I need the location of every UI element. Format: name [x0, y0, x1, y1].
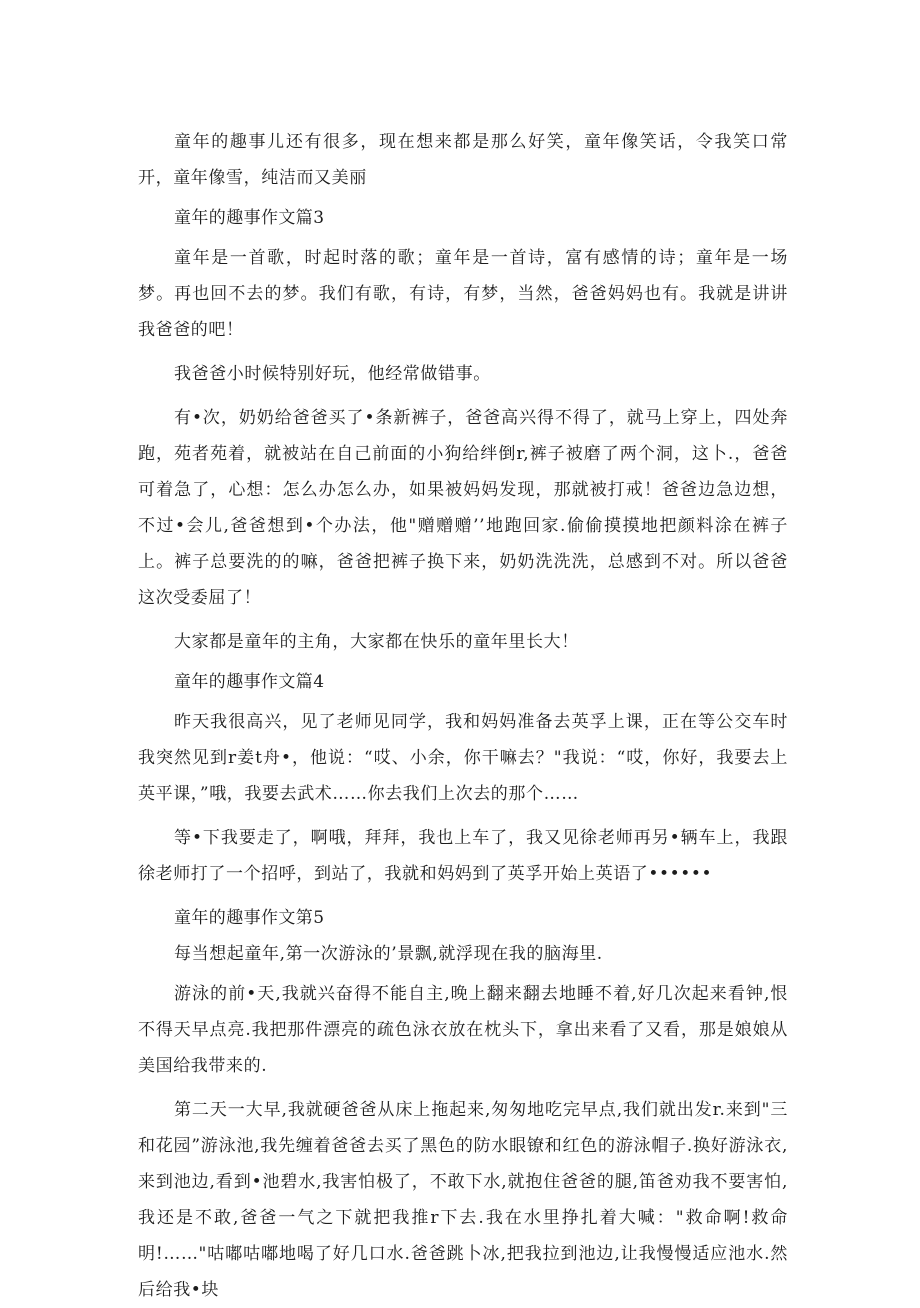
paragraph: 等•下我要走了，啊哦，拜拜，我也上车了，我又见徐老师再另•辆车上，我跟徐老师打了一个招呼，到站了，我就和妈妈到了英孚开始上英语了•••••• — [138, 828, 788, 884]
paragraph: 童年的趣事儿还有很多，现在想来都是那么好笑，童年像笑话，令我笑口常开，童年像雪，纯洁而又美丽 — [138, 132, 788, 188]
section-heading: 童年的趣事作文第5 — [174, 908, 325, 928]
paragraph: 昨天我很高兴，见了老师见同学，我和妈妈准备去英孚上课，正在等公交车时我突然见到r姜t舟•，他说：“哎、小余，你干嘛去？"我说：“哎，你好，我要去上英平课，”哦，我要去武术……你去我们上次去的那个…… — [138, 712, 788, 804]
paragraph: 童年是一首歌，时起时落的歌；童年是一首诗，富有感情的诗；童年是一场梦。再也回不去的梦。我们有歌，有诗，有梦，当然，爸爸妈妈也有。我就是讲讲我爸爸的吧！ — [138, 248, 788, 340]
document-body — [138, 124, 788, 1308]
section-heading: 童年的趣事作文篇4 — [174, 672, 325, 692]
paragraph: 第二天一大早,我就硬爸爸从床上拖起来,匆匆地吃完早点,我们就出发r.来到"三和花园”游泳池,我先缠着爸爸去买了黑色的防水眼镣和红色的游泳帽子.换好游泳衣,来到池边,看到•池碧水,我害怕极了，不敢下水,就抱住爸爸的腿,笛爸劝我不要害怕,我还是不敢,爸爸一气之下就把我推r下去.我在水里挣扎着大喊："救命啊!救命明!……"咕嘟咕嘟地喝了好几口水.爸爸跳卜冰,把我拉到池边,让我慢慢适应池水.然后给我•块 — [138, 1100, 788, 1300]
paragraph: 大家都是童年的主角，大家都在快乐的童年里长大！ — [174, 632, 579, 652]
section-heading: 童年的趣事作文篇3 — [174, 208, 325, 228]
paragraph: 游泳的前•天,我就兴奋得不能自主,晚上翻来翻去地睡不着,好几次起来看钟,恨不得天早点亮.我把那件漂亮的疏色泳衣放在枕头下，拿出来看了又看，那是娘娘从美国给我带来的. — [138, 984, 788, 1076]
paragraph: 每当想起童年,第一次游泳的’景飘,就浮现在我的脑海里. — [174, 944, 603, 964]
paragraph: 有•次，奶奶给爸爸买了•条新裤子，爸爸高兴得不得了，就马上穿上，四处奔跑，苑者苑着，就被站在自己前面的小狗给绊倒r,裤子被磨了两个洞，这卜.，爸爸可着急了，心想：怎么办怎么办，如果被妈妈发现，那就被打戒！爸爸边急边想，不过•会儿,爸爸想到•个办法，他"赠赠赠’’地跑回家.偷偷摸摸地把颜料涂在裤子上。裤子总要洗的的嘛，爸爸把裤子换下来，奶奶洗洗洗，总感到不对。所以爸爸这次受委屈了！ — [138, 408, 788, 608]
paragraph: 我爸爸小时候特别好玩，他经常做错事。 — [174, 364, 491, 384]
